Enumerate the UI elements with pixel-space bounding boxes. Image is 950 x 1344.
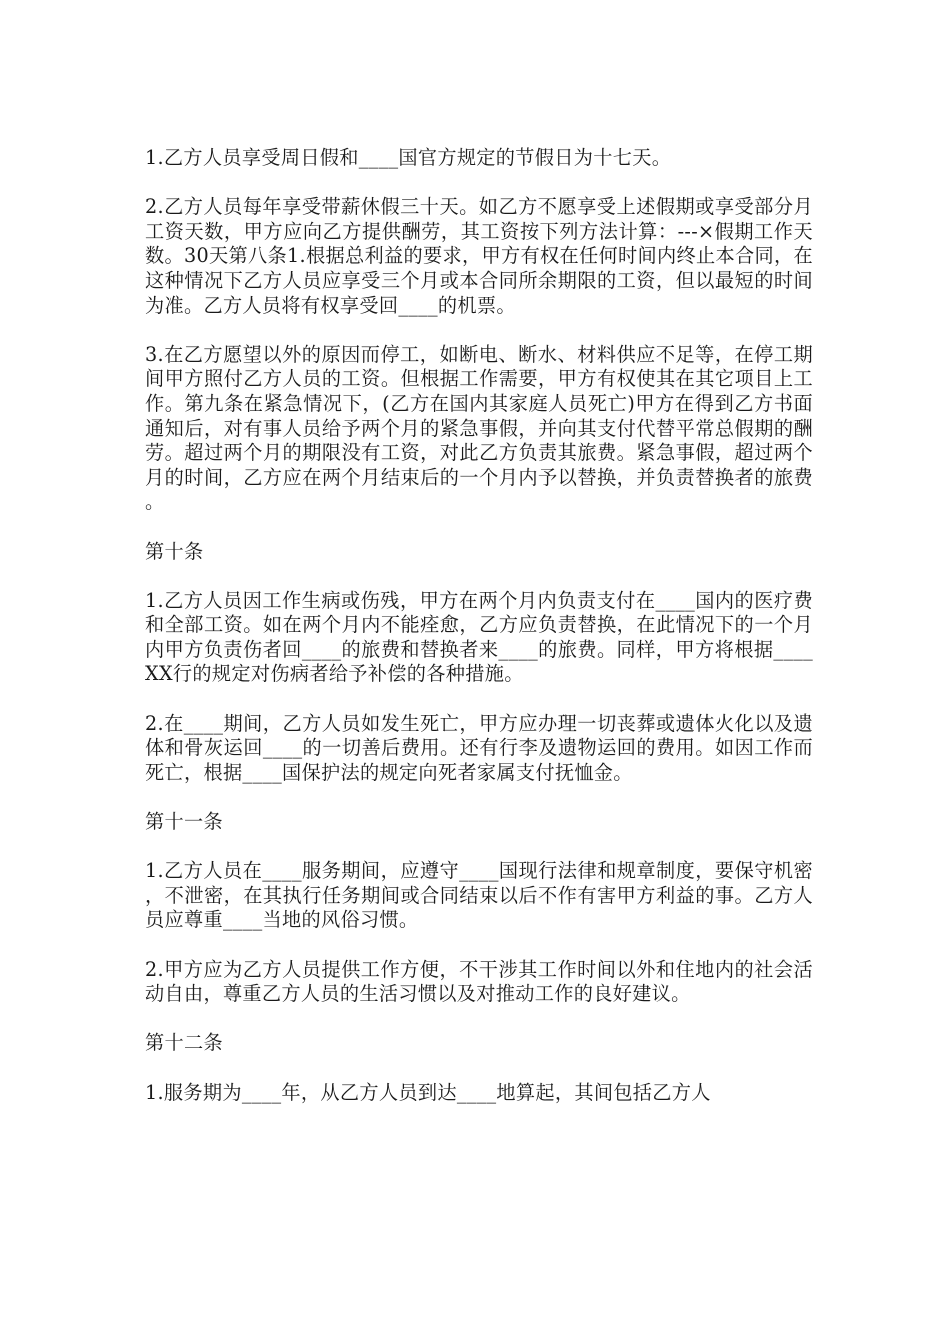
document-page <box>145 146 813 1130</box>
paragraph-illness-injury-1: 1.乙方人员因工作生病或伤残，甲方在两个月内负责支付在____国内的医疗费和全部工资。如在两个月内不能痊愈，乙方应负责替换，在此情况下的一个月内甲方负责伤者回____的旅费和替换者来____的旅费。同样，甲方将根据____XX行的规定对伤病者给予补偿的各种措施。 <box>145 588 813 686</box>
paragraph-obey-laws-1: 1.乙方人员在____服务期间，应遵守____国现行法律和规章制度，要保守机密，不泄密，在其执行任务期间或合同结束以后不作有害甲方利益的事。乙方人员应尊重____当地的风俗习惯。 <box>145 859 813 932</box>
paragraph-holiday-1: 1.乙方人员享受周日假和____国官方规定的节假日为十七天。 <box>145 146 672 169</box>
section-heading-article-10: 第十条 <box>145 539 204 563</box>
paragraph-death-2: 2.在____期间，乙方人员如发生死亡，甲方应办理一切丧葬或遗体火化以及遗体和骨灰运回____的一切善后费用。还有行李及遗物运回的费用。如因工作而死亡，根据____国保护法的规定向死者家属支付抚恤金。 <box>145 711 813 784</box>
paragraph-work-stoppage-3: 3.在乙方愿望以外的原因而停工，如断电、断水、材料供应不足等，在停工期间甲方照付乙方人员的工资。但根据工作需要，甲方有权使其在其它项目上工作。第九条在紧急情况下，(乙方在国内其家庭人员死亡)甲方在得到乙方书面通知后，对有事人员给予两个月的紧急事假，并向其支付代替平常总假期的酬劳。超过两个月的期限没有工资，对此乙方负责其旅费。紧急事假，超过两个月的时间，乙方应在两个月结束后的一个月内予以替换，并负责替换者的旅费。 <box>145 342 813 514</box>
paragraph-service-term-1: 1.服务期为____年，从乙方人员到达____地算起，其间包括乙方人 <box>145 1080 711 1104</box>
section-heading-article-11: 第十一条 <box>145 810 223 834</box>
section-heading-article-12: 第十二条 <box>145 1031 223 1055</box>
paragraph-work-convenience-2: 2.甲方应为乙方人员提供工作方便，不干涉其工作时间以外和住地内的社会活动自由，尊重乙方人员的生活习惯以及对推动工作的良好建议。 <box>145 957 813 1006</box>
paragraph-paid-leave-2: 2.乙方人员每年享受带薪休假三十天。如乙方不愿享受上述假期或享受部分月工资天数，甲方应向乙方提供酬劳，其工资按下列方法计算：---×假期工作天数。30天第八条1.根据总利益的要求，甲方有权在任何时间内终止本合同，在这种情况下乙方人员应享受三个月或本合同所余期限的工资，但以最短的时间为准。乙方人员将有权享受回____的机票。 <box>145 195 813 317</box>
